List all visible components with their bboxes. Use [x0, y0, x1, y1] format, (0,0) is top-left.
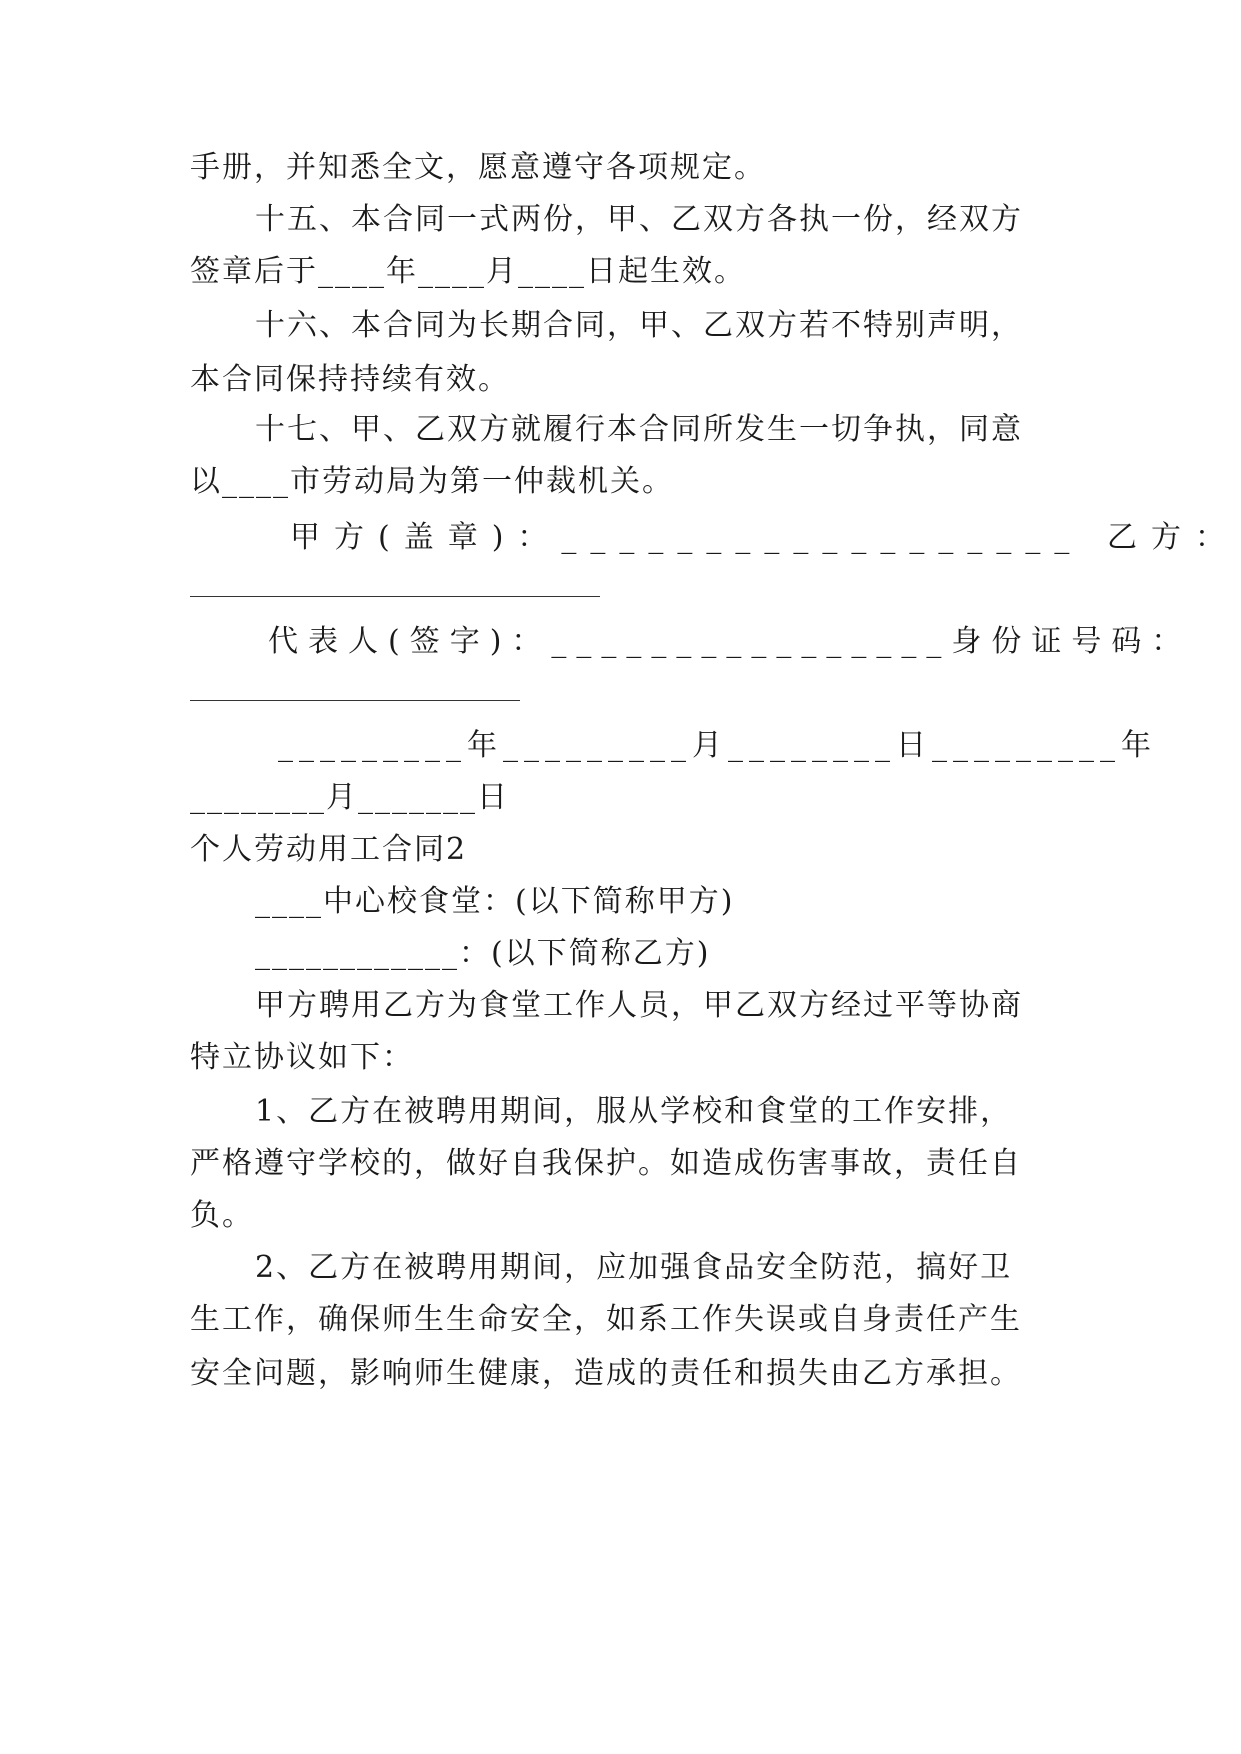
- id-number-blank: [190, 700, 520, 701]
- representative-signature-line: 代表人(签字)：________________身份证号码：: [268, 624, 1192, 659]
- text-line: 生工作，确保师生生命安全，如系工作失误或自身责任产生: [190, 1302, 1022, 1337]
- clause-16: 十六、本合同为长期合同，甲、乙双方若不特别声明，: [255, 308, 1023, 343]
- text-line: 本合同保持持续有效。: [190, 362, 510, 397]
- party-a-signature-line: 甲方(盖章)：__________________ 乙方：: [290, 520, 1239, 555]
- party-b-blank: [190, 596, 600, 597]
- text-line: 手册，并知悉全文，愿意遵守各项规定。: [190, 150, 766, 185]
- contract-title: 个人劳动用工合同2: [190, 832, 468, 867]
- text-line: 安全问题，影响师生健康，造成的责任和损失由乙方承担。: [190, 1356, 1022, 1391]
- date-line: ________月_______日: [190, 780, 509, 815]
- clause-15: 十五、本合同一式两份，甲、乙双方各执一份，经双方: [255, 202, 1023, 237]
- party-b-name: ____________：(以下简称乙方): [255, 936, 711, 971]
- preamble: 甲方聘用乙方为食堂工作人员，甲乙双方经过平等协商: [255, 988, 1023, 1023]
- text-line: 以____市劳动局为第一仲裁机关。: [190, 464, 674, 499]
- text-line: 严格遵守学校的，做好自我保护。如造成伤害事故，责任自: [190, 1146, 1022, 1181]
- article-2: 2、乙方在被聘用期间，应加强食品安全防范，搞好卫: [255, 1250, 1013, 1285]
- text-line: 负。: [190, 1198, 254, 1233]
- clause-17: 十七、甲、乙双方就履行本合同所发生一切争执，同意: [255, 412, 1023, 447]
- text-line: 特立协议如下：: [190, 1040, 414, 1075]
- text-line: 签章后于____年____月____日起生效。: [190, 254, 746, 289]
- date-line: _________年_________月________日_________年: [278, 728, 1157, 763]
- party-a-name: ____中心校食堂：(以下简称甲方): [255, 884, 735, 919]
- article-1: 1、乙方在被聘用期间，服从学校和食堂的工作安排，: [255, 1094, 1013, 1129]
